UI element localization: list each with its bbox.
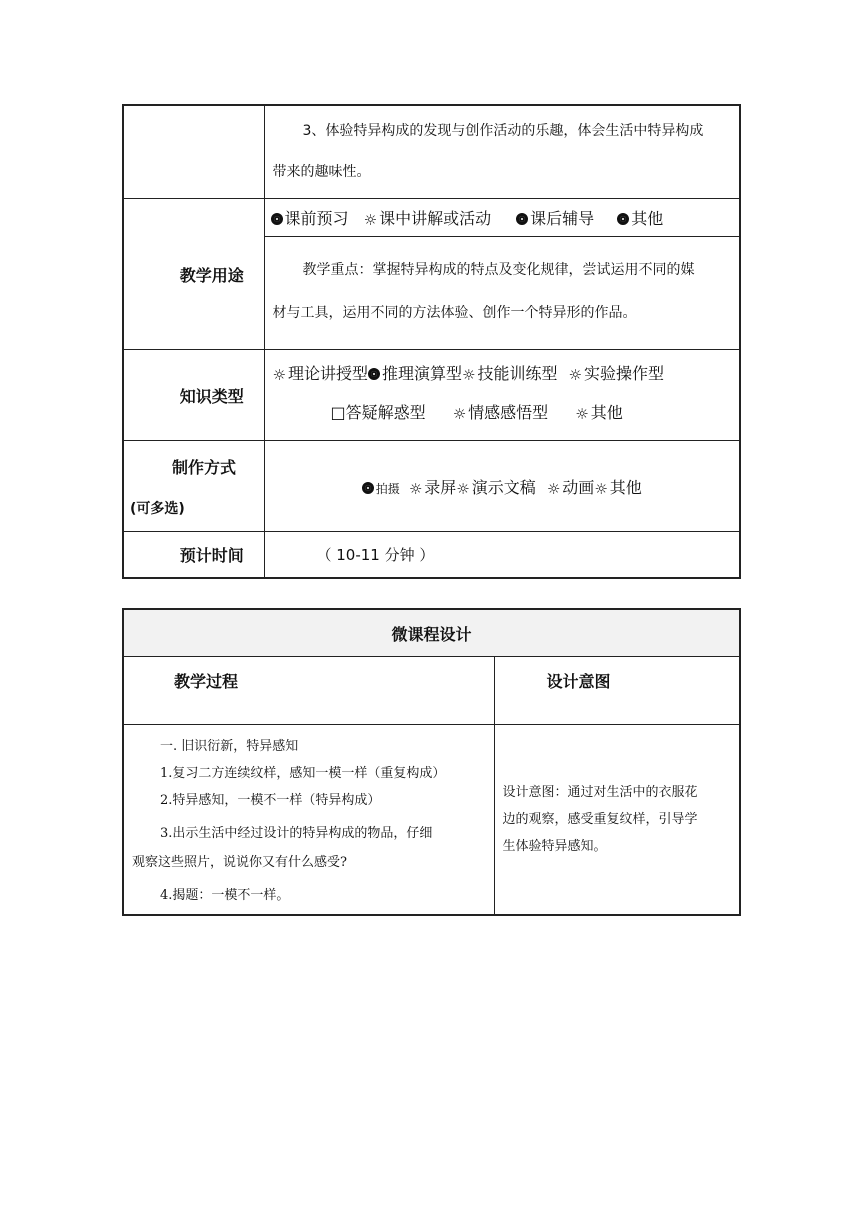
usage-label: 教学用途 [123, 199, 264, 350]
info-table [122, 104, 741, 579]
intent-header: 设计意图 [494, 657, 740, 725]
process-line-4: 3.出示生活中经过设计的特异构成的物品，仔细 [160, 826, 433, 841]
process-header: 教学过程 [123, 657, 494, 725]
sun-icon: ☼ [461, 366, 476, 384]
option-experiment[interactable]: ☼ 实验操作型 [568, 364, 665, 384]
method-sub: (可多选) [130, 501, 185, 517]
focus-line2: 材与工具，运用不同的方法体验、创作一个特异形的作品。 [272, 305, 637, 321]
process-line-1: 一. 旧识衍新，特异感知 [160, 739, 299, 754]
filled-circle-icon [516, 213, 528, 225]
filled-circle-icon [617, 213, 629, 225]
option-slides[interactable]: ☼ 演示文稿 [456, 477, 536, 498]
option-emotion[interactable]: ☼ 情感感悟型 [452, 403, 549, 423]
process-line-6: 4.揭题：一模不一样。 [160, 888, 290, 903]
method-label: 制作方式 [172, 458, 237, 477]
method-options [264, 441, 740, 532]
focus-line1: 教学重点：掌握特异构成的特点及变化规律，尝试运用不同的媒 [302, 262, 695, 278]
filled-circle-icon [368, 368, 380, 380]
process-line-5: 观察这些照片，说说你又有什么感受? [132, 855, 347, 870]
design-table [122, 608, 741, 916]
option-other[interactable]: 其他 [617, 206, 663, 229]
goal3-line1: 3、体验特异构成的发现与创作活动的乐趣，体会生活中特异构成 [302, 123, 704, 139]
process-cell [123, 725, 494, 915]
process-line-3: 2.特异感知，一模不一样（特异构成） [160, 793, 381, 808]
intent-line-2: 边的观察，感受重复纹样，引导学 [502, 812, 698, 827]
option-animation[interactable]: ☼ 动画 [546, 477, 595, 498]
sun-icon: ☼ [456, 479, 470, 498]
option-other-type[interactable]: ☼ 其他 [575, 403, 623, 423]
goal3-line2: 带来的趣味性。 [272, 164, 371, 180]
option-theory[interactable]: ☼ 理论讲授型 [272, 364, 368, 384]
sun-icon: ☼ [363, 211, 378, 229]
intent-line-1: 设计意图：通过对生活中的衣服花 [502, 785, 698, 800]
option-reasoning[interactable]: 推理演算型 [368, 364, 462, 383]
filled-circle-icon [271, 213, 283, 225]
sun-icon: ☼ [568, 366, 582, 384]
method-label-cell [123, 441, 264, 532]
process-line-2: 1.复习二方连续纹样，感知一模一样（重复构成） [160, 766, 446, 781]
option-shoot[interactable]: 拍摄 [362, 478, 400, 497]
usage-options [264, 199, 740, 237]
focus-cell [264, 237, 740, 350]
sun-icon: ☼ [452, 405, 467, 423]
sun-icon: ☼ [272, 366, 286, 384]
design-title: 微课程设计 [123, 609, 740, 657]
filled-circle-icon [362, 482, 374, 494]
option-in-class[interactable]: ☼ 课中讲解或活动 [363, 209, 492, 229]
knowledge-options [264, 350, 740, 441]
option-record[interactable]: ☼ 录屏 [408, 477, 457, 498]
knowledge-label: 知识类型 [123, 350, 264, 441]
intent-cell [494, 725, 740, 915]
option-qa[interactable]: □答疑解惑型 [330, 403, 426, 422]
option-other-method[interactable]: ☼ 其他 [594, 477, 642, 498]
option-preview[interactable]: 课前预习 [271, 206, 349, 229]
sun-icon: ☼ [594, 479, 608, 498]
goal-cell [264, 105, 740, 199]
empty-label-cell [123, 105, 264, 199]
time-value: （ 10-11 分钟 ） [264, 532, 740, 578]
sun-icon: ☼ [408, 479, 423, 498]
sun-icon: ☼ [546, 479, 561, 498]
sun-icon: ☼ [575, 405, 589, 423]
option-after-class[interactable]: 课后辅导 [516, 206, 594, 229]
intent-line-3: 生体验特异感知。 [502, 839, 607, 854]
time-label: 预计时间 [123, 532, 264, 578]
option-skill[interactable]: ☼ 技能训练型 [461, 364, 558, 384]
